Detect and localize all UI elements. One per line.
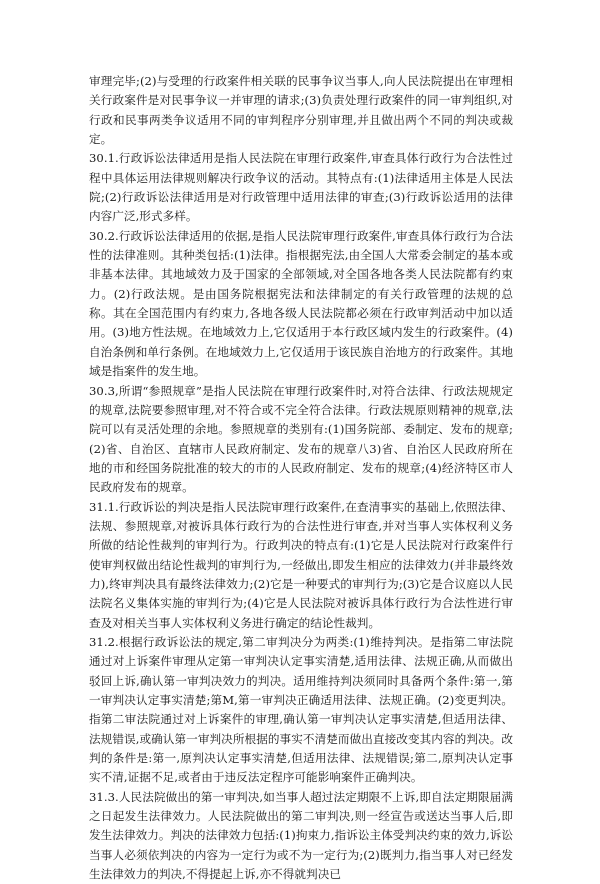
paragraph-31-3-legal-effect: 31.3.人民法院做出的第一审判决,如当事人超过法定期限不上诉,即自法定期限届满之日起发生法律效力。人民法院做出的第二审判决,则一经宣告或送达当事人后,即发生法律效力。判决的法律效力包括:(1)拘束力,指诉讼主体受判决约束的效力,诉讼当事人必须依判决的内容为一定行为或不为一定行为;(2)既判力,指当事人对已经发生法律效力的判决,不得提起上诉,亦不得就判决已	[89, 789, 513, 882]
paragraph-30-1-law-application: 30.1.行政诉讼法律适用是指人民法院在审理行政案件,审查具体行政行为合法性过程中具体运用法律规则解决行政争议的活动。其特点有:(1)法律适用主体是人民法院;(2)行政诉讼法律适用是对行政管理中适用法律的审查;(3)行政诉讼适用的法律内容广泛,形式多样。	[89, 151, 513, 224]
paragraph-31-1-judgment: 31.1.行政诉讼的判决是指人民法院审理行政案件,在查清事实的基础上,依照法律、法规、参照规章,对被诉具体行政行为的合法性进行审查,并对当事人实体权利义务所做的结论性裁判的审判行为。行政判决的特点有:(1)它是人民法院对行政案件行使审判权做出结论性裁判的审判行为,一经做出,即发生相应的法律效力(并非最终效力),终审判决具有最终法律效力;(2)它是一种要式的审判行为;(3)它是合议庭以人民法院名义集体实施的审判行为;(4)它是人民法院对被诉具体行政行为合法性进行审查及对相关当事人实体权利义务进行确定的结论性裁判。	[89, 499, 513, 630]
paragraph-trial-continuation: 审理完毕;(2)与受理的行政案件相关联的民事争议当事人,向人民法院提出在审理相关行政案件是对民事争议一并审理的请求;(3)负责处理行政案件的同一审判组织,对行政和民事两类争议适用不同的审判程序分别审理,并且做出两个不同的判决或裁定。	[89, 74, 513, 147]
document-page	[89, 72, 513, 884]
paragraph-30-2-basis-of-application: 30.2.行政诉讼法律适用的依据,是指人民法院审理行政案件,审查具体行政行为合法性的法律准则。其种类包括:(1)法律。指根据宪法,由全国人大常委会制定的基本或非基本法律。其地域效力及于国家的全部领域,对全国各地各类人民法院都有约束力。(2)行政法规。是由国务院根据宪法和法律制定的有关行政管理的法规的总称。其在全国范围内有约束力,各地各级人民法院都必须在行政审判活动中加以适用。(3)地方性法规。在地域效力上,它仅适用于本行政区域内发生的行政案件。(4)自治条例和单行条例。在地域效力上,它仅适用于该民族自治地方的行政案件。其地域是指案件的发生地。	[89, 228, 513, 379]
paragraph-30-3-reference-regulations: 30.3,所谓“参照规章”是指人民法院在审理行政案件时,对符合法律、行政法规规定的规章,法院要参照审理,对不符合或不完全符合法律。行政法规原则精神的规章,法院可以有灵活处理的余地。参照规章的类别有:(1)国务院部、委制定、发布的规章;(2)省、自治区、直辖市人民政府制定、发布的规章八3)省、自治区人民政府所在地的市和经国务院批准的较大的市的人民政府制定、发布的规章;(4)经济特区市人民政府发布的规章。	[89, 383, 513, 495]
paragraph-31-2-second-instance: 31.2.根据行政诉讼法的规定,第二审判决分为两类:(1)维持判决。是指第二审法院通过对上诉案件审理从定第一审判决认定事实清楚,适用法律、法规正确,从而做出驳回上诉,确认第一审判决效力的判决。适用维持判决须同时具备两个条件:第一,第一审判决认定事实清楚;第M,第一审判决正确适用法律、法规正确。(2)变更判决。指第二审法院通过对上诉案件的审理,确认第一审判决认定事实清楚,但适用法律、法规错误,或确认第一审判决所根据的事实不清楚而做出直接改变其内容的判决。改判的条件是:第一,原判决认定事实清楚,但适用法律、法规错误;第二,原判决认定事实不清,证据不足,或者由于违反法定程序可能影响案件正确判决。	[89, 634, 513, 785]
